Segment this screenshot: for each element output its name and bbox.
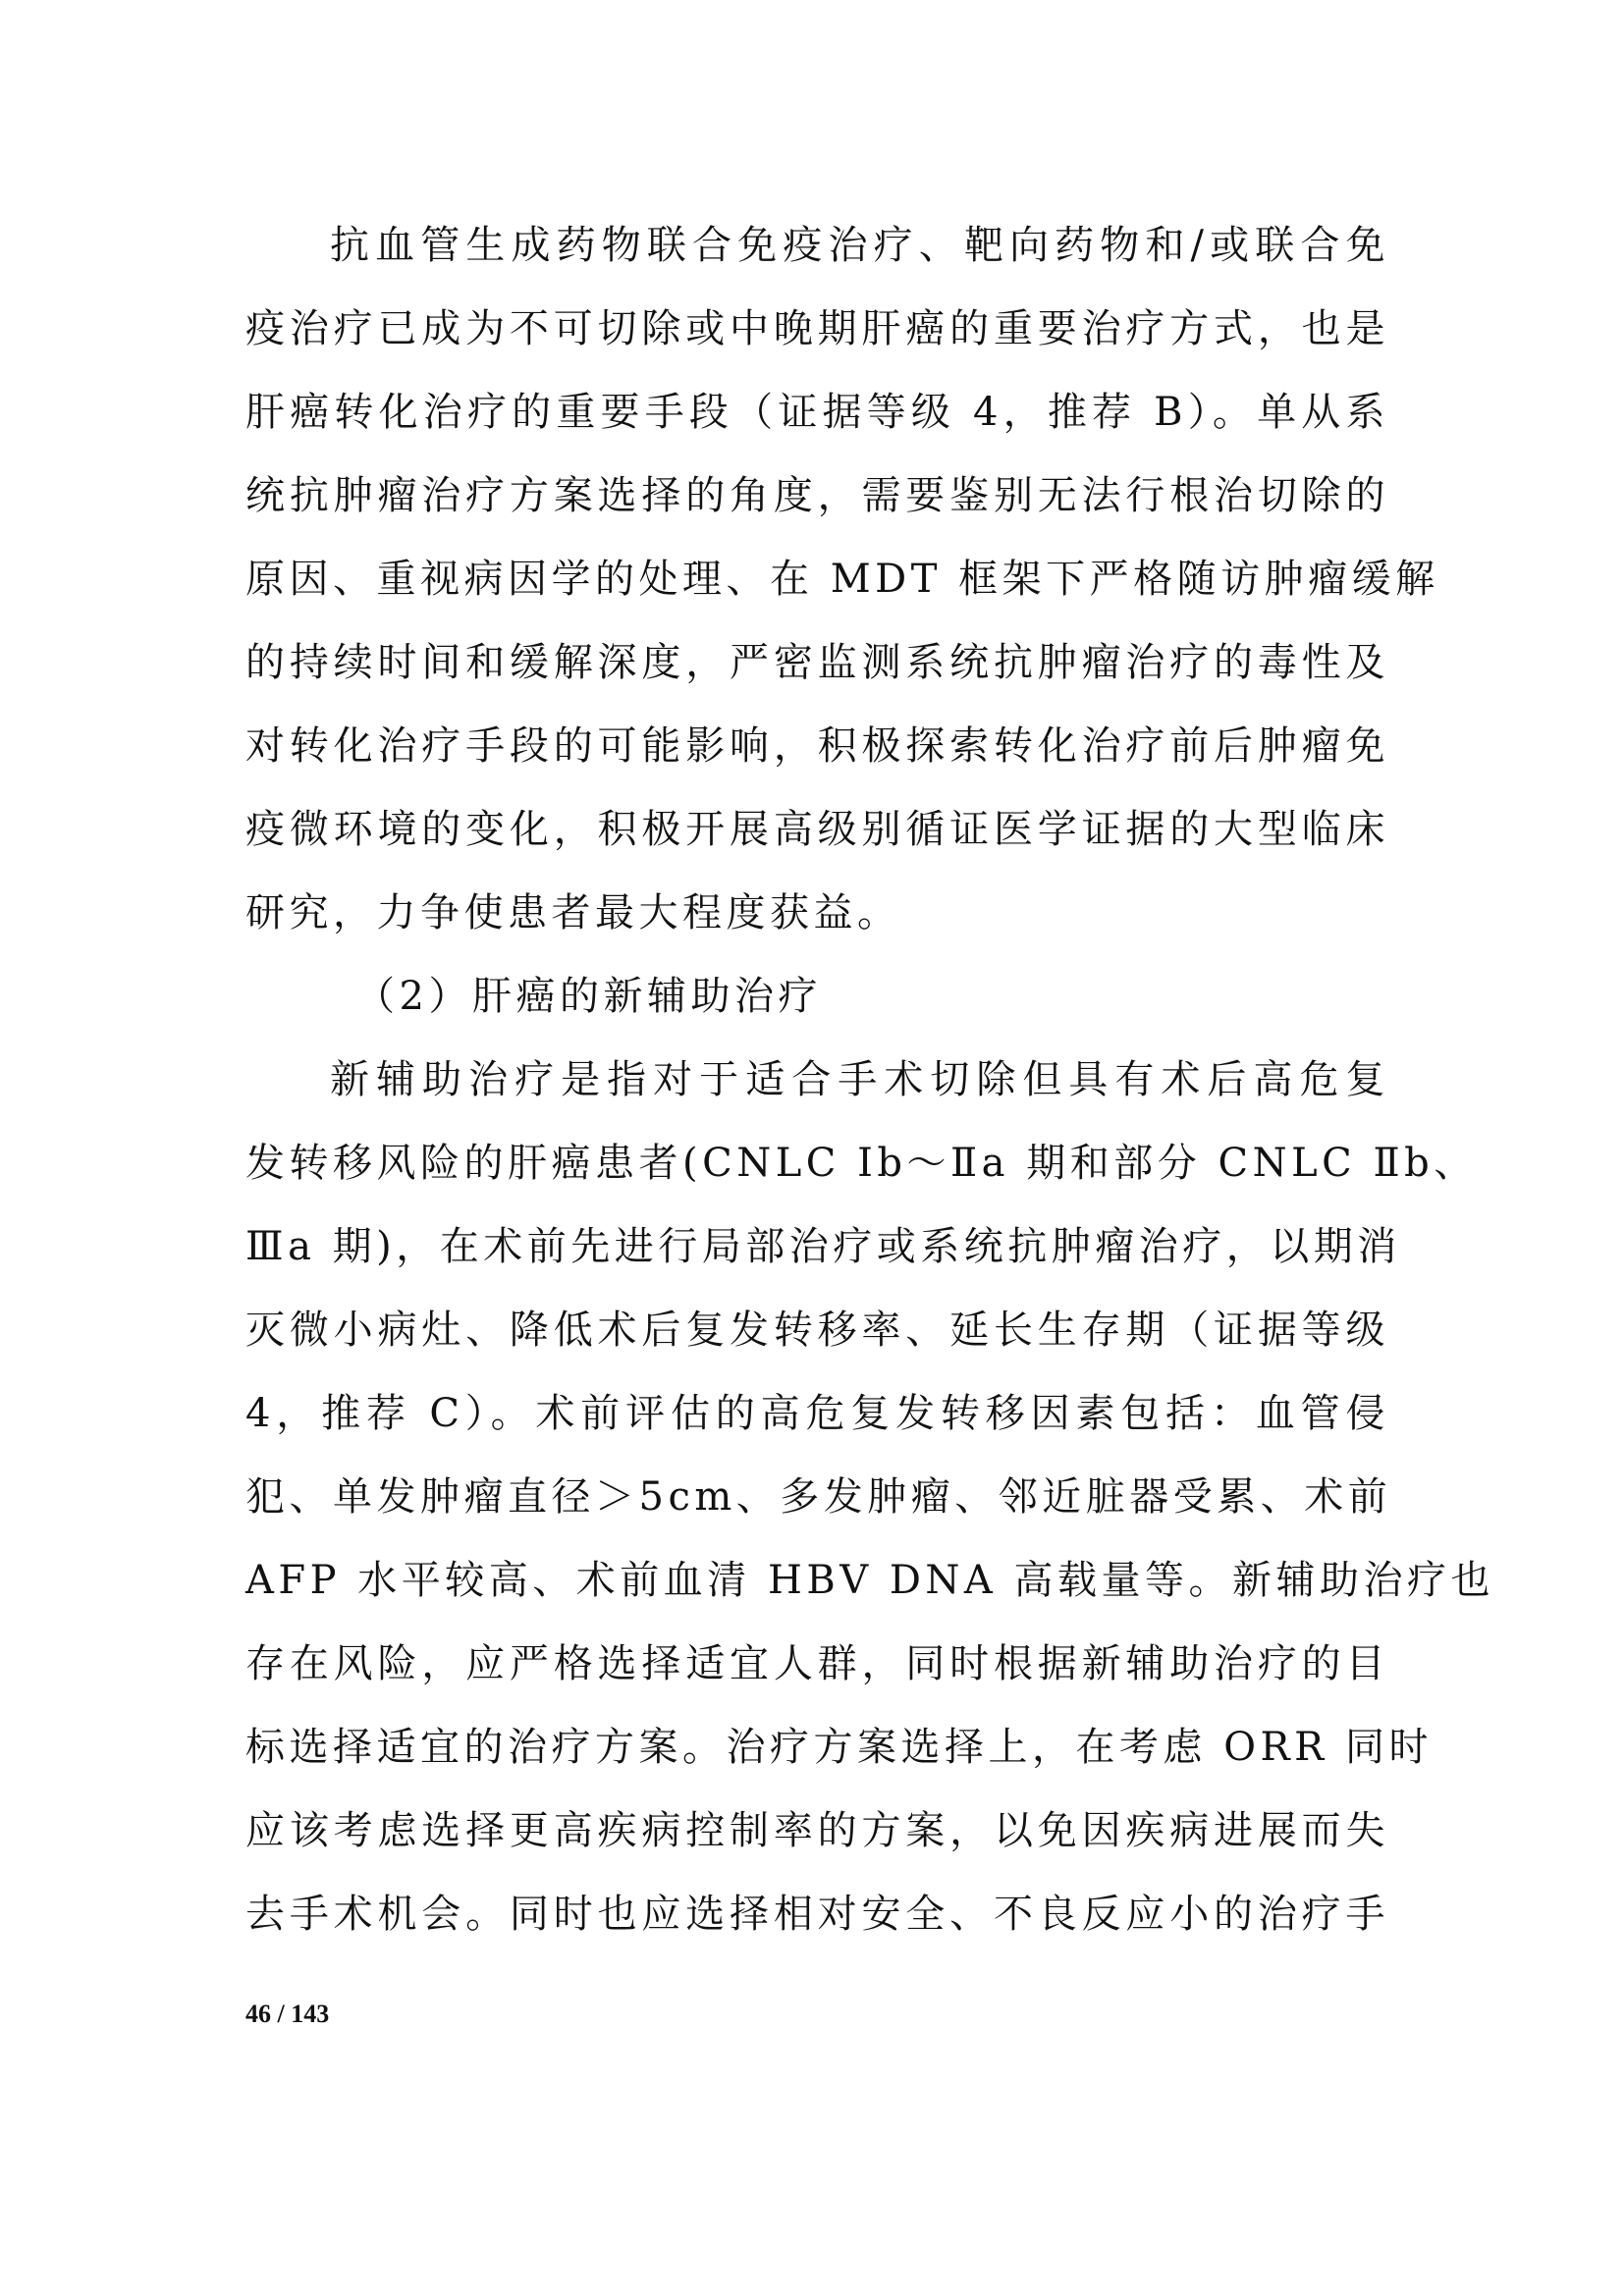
paragraph-line: 应该考虑选择更高疾病控制率的方案，以免因疾病进展而失 xyxy=(245,1808,1389,1853)
paragraph-line: 原因、重视病因学的处理、在 MDT 框架下严格随访肿瘤缓解 xyxy=(245,557,1439,602)
paragraph-line: 灭微小病灶、降低术后复发转移率、延长生存期（证据等级 xyxy=(245,1308,1389,1353)
paragraph-line: 犯、单发肿瘤直径＞5cm、多发肿瘤、邻近脏器受累、术前 xyxy=(245,1474,1392,1520)
paragraph-line: 标选择适宜的治疗方案。治疗方案选择上，在考虑 ORR 同时 xyxy=(245,1725,1433,1770)
paragraph-line: 的持续时间和缓解深度，严密监测系统抗肿瘤治疗的毒性及 xyxy=(245,640,1389,685)
paragraph-line: 去手术机会。同时也应选择相对安全、不良反应小的治疗手 xyxy=(245,1892,1389,1937)
paragraph-line: 发转移风险的肝癌患者(CNLC Ⅰb～Ⅱa 期和部分 CNLC Ⅱb、 xyxy=(245,1141,1478,1186)
paragraph-line: 存在风险，应严格选择适宜人群，同时根据新辅助治疗的目 xyxy=(245,1641,1389,1686)
paragraph-line: 新辅助治疗是指对于适合手术切除但具有术后高危复 xyxy=(330,1057,1389,1102)
paragraph-line: 疫微环境的变化，积极开展高级别循证医学证据的大型临床 xyxy=(245,807,1389,852)
paragraph-line: Ⅲa 期)，在术前先进行局部治疗或系统抗肿瘤治疗，以期消 xyxy=(245,1224,1401,1269)
paragraph-line: 抗血管生成药物联合免疫治疗、靶向药物和/或联合免 xyxy=(330,223,1389,268)
paragraph-line: 肝癌转化治疗的重要手段（证据等级 4，推荐 B）。单从系 xyxy=(245,390,1389,435)
paragraph-line: 统抗肿瘤治疗方案选择的角度，需要鉴别无法行根治切除的 xyxy=(245,473,1389,518)
paragraph-line: 研究，力争使患者最大程度获益。 xyxy=(245,890,901,935)
section-heading: （2）肝癌的新辅助治疗 xyxy=(355,974,822,1019)
paragraph-line: 对转化治疗手段的可能影响，积极探索转化治疗前后肿瘤免 xyxy=(245,723,1389,769)
page-number: 46 / 143 xyxy=(245,2000,330,2028)
paragraph-line: 疫治疗已成为不可切除或中晚期肝癌的重要治疗方式，也是 xyxy=(245,306,1389,351)
paragraph-line: AFP 水平较高、术前血清 HBV DNA 高载量等。新辅助治疗也 xyxy=(245,1558,1495,1603)
paragraph-line: 4，推荐 C）。术前评估的高危复发转移因素包括：血管侵 xyxy=(245,1391,1389,1436)
